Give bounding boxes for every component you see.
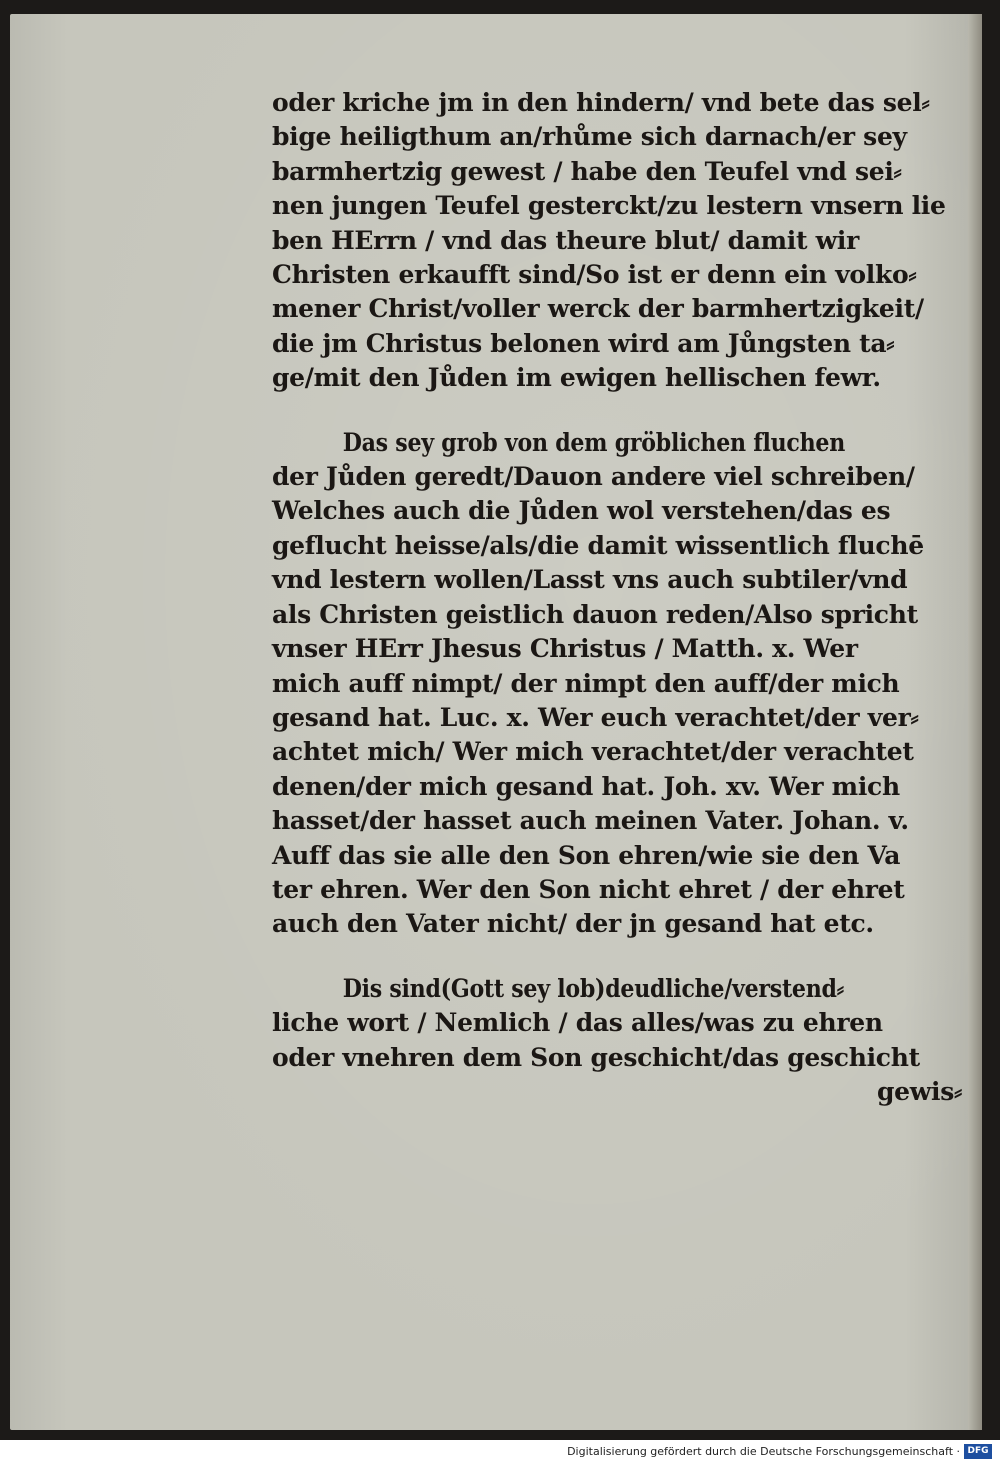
text-line: Dis sind(Gott sey lob)deudliche/verstend⸗ (342, 973, 844, 1003)
text-line: Christen erkaufft sind/So ist er denn ein volko⸗ (272, 260, 917, 290)
text-line: mich auff nimpt/ der nimpt den auff/der mich (272, 668, 900, 698)
text-line: hasset/der hasset auch meinen Vater. Johan. v. (272, 806, 909, 836)
footer-bar (0, 1440, 1000, 1464)
paragraph-3 (272, 972, 962, 1110)
text-line: nen jungen Teufel gesterckt/zu lestern vnsern lie (272, 191, 946, 221)
catchword: gewis⸗ (876, 1076, 962, 1106)
text-line: Das sey grob von dem gröblichen fluchen (342, 427, 846, 457)
page-edge (968, 14, 982, 1430)
text-line: Auff das sie alle den Son ehren/wie sie den Va (272, 840, 901, 870)
text-line: oder vnehren dem Son geschicht/das geschicht (272, 1042, 920, 1072)
text-line: mener Christ/voller werck der barmhertzigkeit/ (272, 294, 924, 324)
text-line: vnd lestern wollen/Lasst vns auch subtiler/vnd (272, 565, 908, 595)
text-line: ge/mit den Jůden im ewigen hellischen fewr. (272, 363, 881, 393)
dfg-logo: DFG (964, 1444, 992, 1459)
text-line: als Christen geistlich dauon reden/Also spricht (272, 599, 918, 629)
paragraph-1 (272, 86, 962, 396)
text-line: die jm Christus belonen wird am Jůngsten ta⸗ (272, 328, 895, 358)
text-line: achtet mich/ Wer mich verachtet/der verachtet (272, 737, 914, 767)
text-line: auch den Vater nicht/ der jn gesand hat etc. (272, 909, 874, 939)
text-line: barmhertzig gewest / habe den Teufel vnd sei⸗ (272, 156, 902, 186)
text-line: ter ehren. Wer den Son nicht ehret / der ehret (272, 874, 905, 904)
text-line: vnser HErr Jhesus Christus / Matth. x. Wer (272, 634, 858, 664)
page-text (272, 86, 962, 1109)
text-line: denen/der mich gesand hat. Joh. xv. Wer mich (272, 771, 900, 801)
funding-credit: Digitalisierung gefördert durch die Deutsche Forschungsgemeinschaft · (567, 1445, 960, 1458)
text-line: oder kriche jm in den hindern/ vnd bete das sel⸗ (272, 88, 930, 117)
text-line: der Jůden geredt/Dauon andere viel schreiben/ (272, 462, 915, 492)
text-line: bige heiligthum an/rhůme sich darnach/er sey (272, 122, 907, 152)
text-line: geflucht heisse/als/die damit wissentlich fluchē (272, 530, 924, 560)
text-line: liche wort / Nemlich / das alles/was zu ehren (272, 1008, 883, 1038)
text-line: Welches auch die Jůden wol verstehen/das es (272, 496, 891, 526)
text-line: gesand hat. Luc. x. Wer euch verachtet/der ver⸗ (272, 702, 919, 732)
paragraph-2 (272, 426, 962, 942)
text-line: ben HErrn / vnd das theure blut/ damit wir (272, 225, 859, 255)
